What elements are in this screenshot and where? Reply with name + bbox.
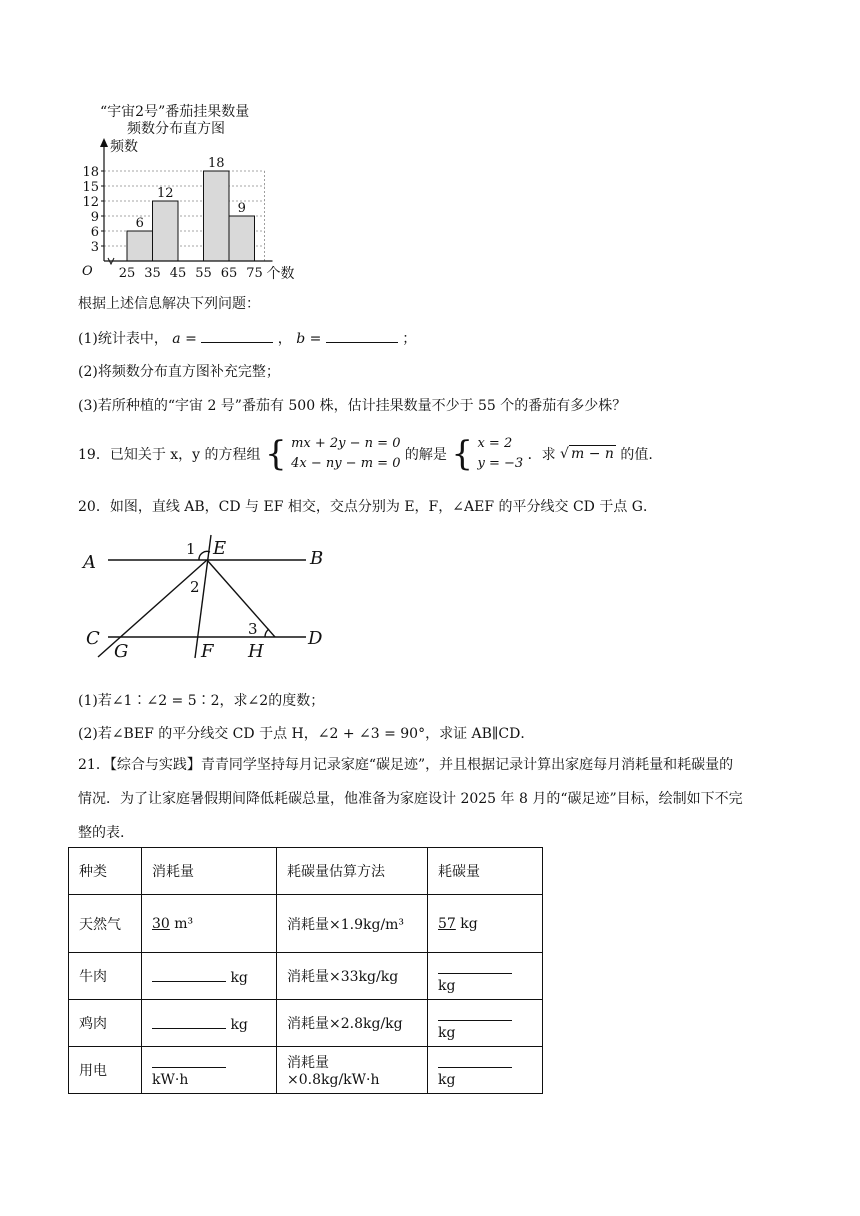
carbon-blank[interactable]: [438, 1006, 512, 1021]
histogram-bar: [153, 201, 179, 261]
table-header-row: [69, 848, 543, 895]
header-amount: 消耗量: [142, 848, 277, 895]
cell-carbon: [428, 1047, 543, 1094]
y-axis-label: 频数: [110, 139, 138, 155]
cell-carbon: [428, 1000, 543, 1047]
q1-a-blank[interactable]: [201, 328, 273, 343]
chart-title-2: 频数分布直方图: [127, 121, 225, 137]
p19-root: m − n: [570, 446, 614, 462]
bar-value-label: 9: [237, 201, 246, 216]
p19-eq2: 4x − ny − m = 0: [291, 456, 401, 471]
problem-21-line-1: 21．【综合与实践】青青同学坚持每月记录家庭“碳足迹”，并且根据记录计算出家庭每月消耗量和耗碳量的: [78, 757, 734, 773]
angle-3-arc: [265, 629, 269, 637]
question-1: [78, 328, 416, 348]
q1-prefix: (1)统计表中，: [78, 331, 168, 347]
q1-b-label: b =: [296, 331, 322, 347]
y-tick-label: 15: [82, 180, 99, 195]
x-axis-label: 个数: [266, 266, 295, 282]
label-g: G: [114, 641, 129, 662]
p19-sol1: x = 2: [477, 436, 513, 451]
cell-kind: 用电: [69, 1047, 142, 1094]
cell-kind: 天然气: [69, 895, 142, 953]
angle-3-label: 3: [248, 620, 258, 638]
problem-21-line-3: 整的表.: [78, 825, 125, 841]
p19-mid: 的解是: [404, 447, 447, 463]
cell-method: 消耗量×1.9kg/m³: [277, 895, 428, 953]
x-tick-label: 55: [195, 266, 212, 281]
label-a: A: [83, 552, 96, 573]
label-d: D: [308, 628, 323, 649]
sqrt-icon: √: [560, 446, 569, 462]
cell-amount: [142, 895, 277, 953]
angle-2-label: 2: [190, 578, 200, 596]
x-tick-label: 35: [144, 266, 161, 281]
y-tick-label: 3: [90, 240, 99, 255]
q1-end: ；: [402, 331, 417, 347]
cell-carbon: [428, 953, 543, 1000]
label-b: B: [310, 548, 324, 569]
carbon-blank[interactable]: [438, 959, 512, 974]
carbon-unit: kg: [460, 915, 478, 932]
problem-20: 20．如图，直线 AB，CD 与 EF 相交，交点分别为 E，F，∠AEF 的平分线交 CD 于点 G．: [78, 499, 657, 515]
y-tick-label: 12: [82, 195, 99, 210]
cell-method: 消耗量×33kg/kg: [277, 953, 428, 1000]
amount-unit: kg: [230, 969, 248, 986]
problem-20-part-1: (1)若∠1∶∠2 = 5∶2，求∠2的度数；: [78, 693, 325, 709]
cell-amount: [142, 953, 277, 1000]
amount-value: 30: [152, 915, 170, 932]
cell-amount: [142, 1047, 277, 1094]
cell-method: 消耗量×2.8kg/kg: [277, 1000, 428, 1047]
cell-amount: [142, 1000, 277, 1047]
histogram-bar: [127, 231, 153, 261]
label-h: H: [248, 641, 264, 662]
origin-label: O: [82, 264, 93, 279]
bar-value-label: 18: [207, 156, 225, 171]
carbon-unit: kg: [438, 1024, 456, 1041]
table-row: [69, 1047, 543, 1094]
intro-text: 根据上述信息解决下列问题：: [78, 296, 260, 312]
x-tick-label: 45: [169, 266, 187, 281]
question-2: (2)将频数分布直方图补充完整；: [78, 364, 280, 380]
histogram-bar: [204, 171, 230, 261]
q1-b-blank[interactable]: [326, 328, 398, 343]
table-row: [69, 1000, 543, 1047]
line-eh: [207, 560, 275, 637]
p19-ask: ．求: [527, 447, 556, 463]
problem-21-line-2: 情况．为了让家庭暑假期间降低耗碳总量，他准备为家庭设计 2025 年 8 月的“碳足迹”目标，绘制如下不完: [78, 791, 743, 807]
histogram: [78, 135, 328, 285]
problem-19: [78, 434, 653, 474]
cell-carbon: [428, 895, 543, 953]
y-tick-label: 6: [90, 225, 99, 240]
x-tick-label: 75: [246, 266, 263, 281]
header-carbon: 耗碳量: [428, 848, 543, 895]
header-method: 耗碳量估算方法: [277, 848, 428, 895]
amount-blank[interactable]: [152, 1053, 226, 1068]
carbon-unit: kg: [438, 1071, 456, 1088]
geometry-figure: [78, 530, 338, 665]
histogram-bar: [229, 216, 255, 261]
x-tick-label: 65: [220, 266, 238, 281]
left-brace-icon: {: [264, 434, 287, 474]
y-tick-label: 9: [90, 210, 99, 225]
label-c: C: [86, 628, 100, 649]
cell-kind: 鸡肉: [69, 1000, 142, 1047]
label-f: F: [201, 641, 214, 662]
q1-sep: ，: [277, 331, 292, 347]
y-axis-arrow-icon: [100, 138, 108, 147]
cell-kind: 牛肉: [69, 953, 142, 1000]
cell-method: 消耗量×0.8kg/kW·h: [277, 1047, 428, 1094]
q1-a-label: a =: [172, 331, 197, 347]
left-brace-icon: {: [451, 434, 474, 474]
p19-system: [291, 434, 400, 474]
amount-unit: kg: [230, 1016, 248, 1033]
label-e: E: [213, 538, 227, 559]
question-3: (3)若所种植的“宇宙 2 号”番茄有 500 株，估计挂果数量不少于 55 个的番茄有多少株？: [78, 398, 627, 414]
carbon-unit: kg: [438, 977, 456, 994]
carbon-table: [68, 847, 543, 1094]
p19-sol2: y = −3: [477, 456, 524, 471]
p19-eq1: mx + 2y − n = 0: [291, 436, 401, 451]
line-ef: [195, 535, 211, 658]
bar-value-label: 12: [156, 186, 174, 201]
chart-title-1: “宇宙2号”番茄挂果数量: [100, 104, 250, 120]
p19-prefix: 19．已知关于 x，y 的方程组: [78, 447, 261, 463]
p19-solution: [477, 434, 523, 474]
carbon-blank[interactable]: [438, 1053, 512, 1068]
problem-20-part-2: (2)若∠BEF 的平分线交 CD 于点 H，∠2 + ∠3 = 90°，求证 AB∥CD．: [78, 726, 535, 742]
header-kind: 种类: [69, 848, 142, 895]
amount-blank[interactable]: [152, 1014, 226, 1029]
table-row: [69, 895, 543, 953]
carbon-value: 57: [438, 915, 456, 932]
amount-unit: m³: [174, 915, 194, 932]
table-row: [69, 953, 543, 1000]
p19-end: 的值.: [620, 447, 653, 463]
bar-value-label: 6: [135, 216, 144, 231]
y-tick-label: 18: [82, 165, 99, 180]
amount-unit: kW·h: [152, 1071, 189, 1088]
x-tick-label: 25: [118, 266, 136, 281]
amount-blank[interactable]: [152, 967, 226, 982]
angle-1-label: 1: [186, 540, 196, 558]
